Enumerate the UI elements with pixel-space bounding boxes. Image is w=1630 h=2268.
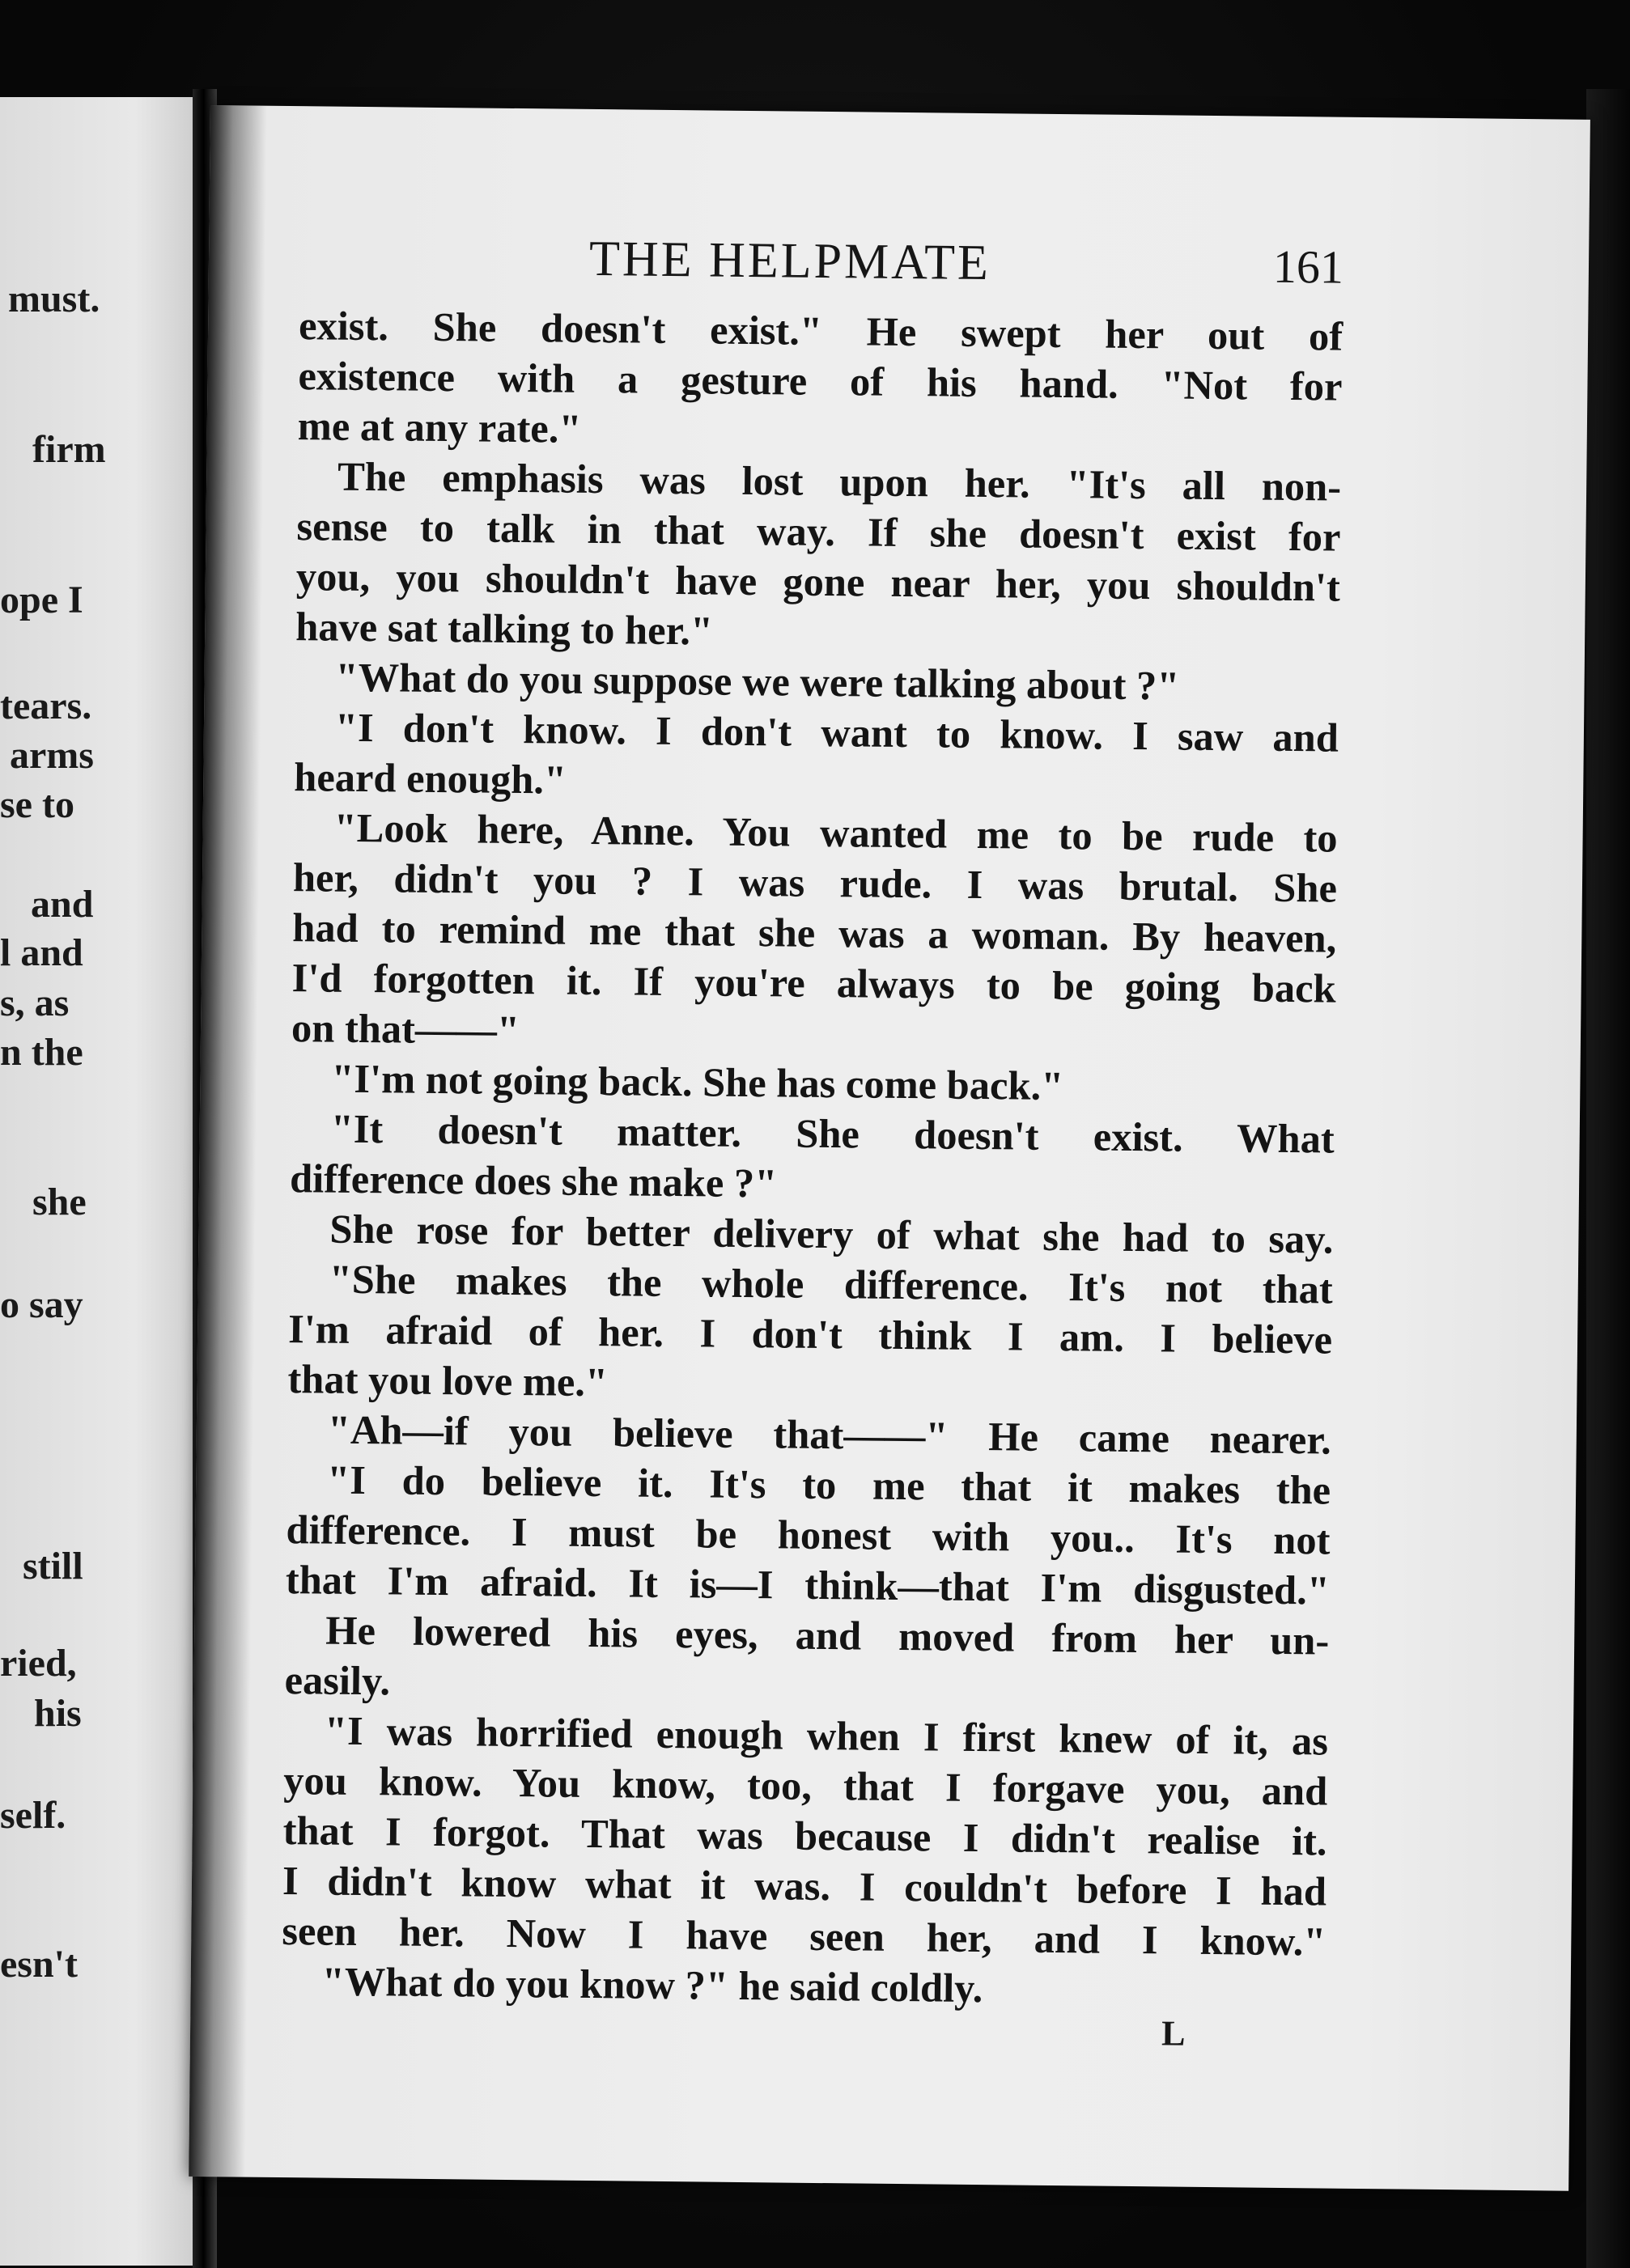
text-line: The emphasis was lost upon her. "It's all non- — [337, 453, 1342, 510]
text-line: seen her. Now I have seen her, and I know." — [282, 1908, 1326, 1965]
text-line: I didn't know what it was. I couldn't before I had — [282, 1858, 1327, 1914]
left-fragment: and — [31, 883, 94, 926]
text-line: existence with a gesture of his hand. "Not for — [298, 353, 1343, 409]
text-line: me at any rate." — [297, 403, 582, 451]
left-fragment: s, as — [0, 981, 70, 1024]
text-line: "Ah—if you believe that——" He came nearer. — [327, 1406, 1332, 1463]
left-fragment: o say — [0, 1283, 83, 1326]
text-line: on that——" — [291, 1005, 520, 1053]
left-fragment: se to — [0, 783, 74, 826]
left-fragment: arms — [10, 734, 94, 777]
left-fragment: ried, — [0, 1642, 77, 1685]
left-page — [0, 97, 193, 2266]
page-edge-shadow — [1586, 89, 1630, 2268]
text-line: you know. You know, too, that I forgave you, and — [283, 1757, 1328, 1814]
right-page — [189, 105, 1590, 2191]
left-fragment: firm — [32, 428, 106, 471]
text-line: "I do believe it. It's to me that it makes the — [326, 1456, 1331, 1513]
text-line: her, didn't you ? I was rude. I was brutal. She — [292, 854, 1338, 911]
text-line: I'm afraid of her. I don't think I am. I believe — [287, 1306, 1333, 1363]
left-fragment: l and — [0, 931, 83, 974]
text-line: "What do you know ?" he said coldly. — [321, 1958, 983, 2012]
text-line: had to remind me that she was a woman. By heaven, — [292, 905, 1337, 961]
left-fragment: must. — [8, 278, 100, 320]
left-fragment: still — [23, 1545, 83, 1588]
left-fragment: she — [32, 1181, 87, 1223]
text-line: "She makes the whole difference. It's not that — [329, 1256, 1334, 1312]
text-line: difference does she make ?" — [289, 1155, 778, 1206]
text-line: difference. I must be honest with you.. It's not — [286, 1507, 1331, 1563]
text-line: "What do you suppose we were talking about ?" — [335, 654, 1180, 709]
text-line: sense to talk in that way. If she doesn't exist for — [296, 503, 1341, 560]
text-line: "I'm not going back. She has come back." — [331, 1055, 1064, 1109]
left-fragment: his — [34, 1692, 82, 1735]
text-line: "I don't know. I don't want to know. I saw and — [334, 704, 1339, 761]
text-line: He lowered his eyes, and moved from her un- — [325, 1607, 1330, 1664]
text-line: heard enough." — [294, 754, 567, 803]
text-line: that you love me." — [287, 1356, 609, 1405]
text-line: I'd forgotten it. If you're always to be going back — [291, 955, 1336, 1011]
text-line: that I'm afraid. It is—I think—that I'm disgusted." — [285, 1557, 1331, 1613]
text-line: exist. She doesn't exist." He swept her out of — [298, 303, 1343, 359]
running-head — [209, 227, 1590, 306]
left-fragment: self. — [0, 1794, 66, 1837]
left-fragment: n the — [0, 1031, 83, 1074]
page-number: 161 — [1272, 240, 1344, 294]
text-line: "Look here, Anne. You wanted me to be rude to — [333, 804, 1338, 861]
running-head-title: THE HELPMATE — [588, 231, 991, 291]
left-fragment: esn't — [0, 1943, 78, 1986]
text-line: She rose for better delivery of what she had to say. — [329, 1206, 1334, 1262]
text-line: "I was horrified enough when I first knew of it, as — [324, 1707, 1329, 1764]
left-fragment: ope I — [0, 579, 83, 621]
text-line: that I forgot. That was because I didn't realise it. — [282, 1808, 1327, 1864]
text-line: easily. — [284, 1657, 391, 1704]
text-line: have sat talking to her." — [295, 604, 714, 654]
signature-mark: L — [1161, 2013, 1186, 2054]
left-fragment: tears. — [0, 685, 92, 727]
text-line: "It doesn't matter. She doesn't exist. What — [330, 1105, 1335, 1162]
text-line: you, you shouldn't have gone near her, you shouldn't — [295, 553, 1341, 610]
